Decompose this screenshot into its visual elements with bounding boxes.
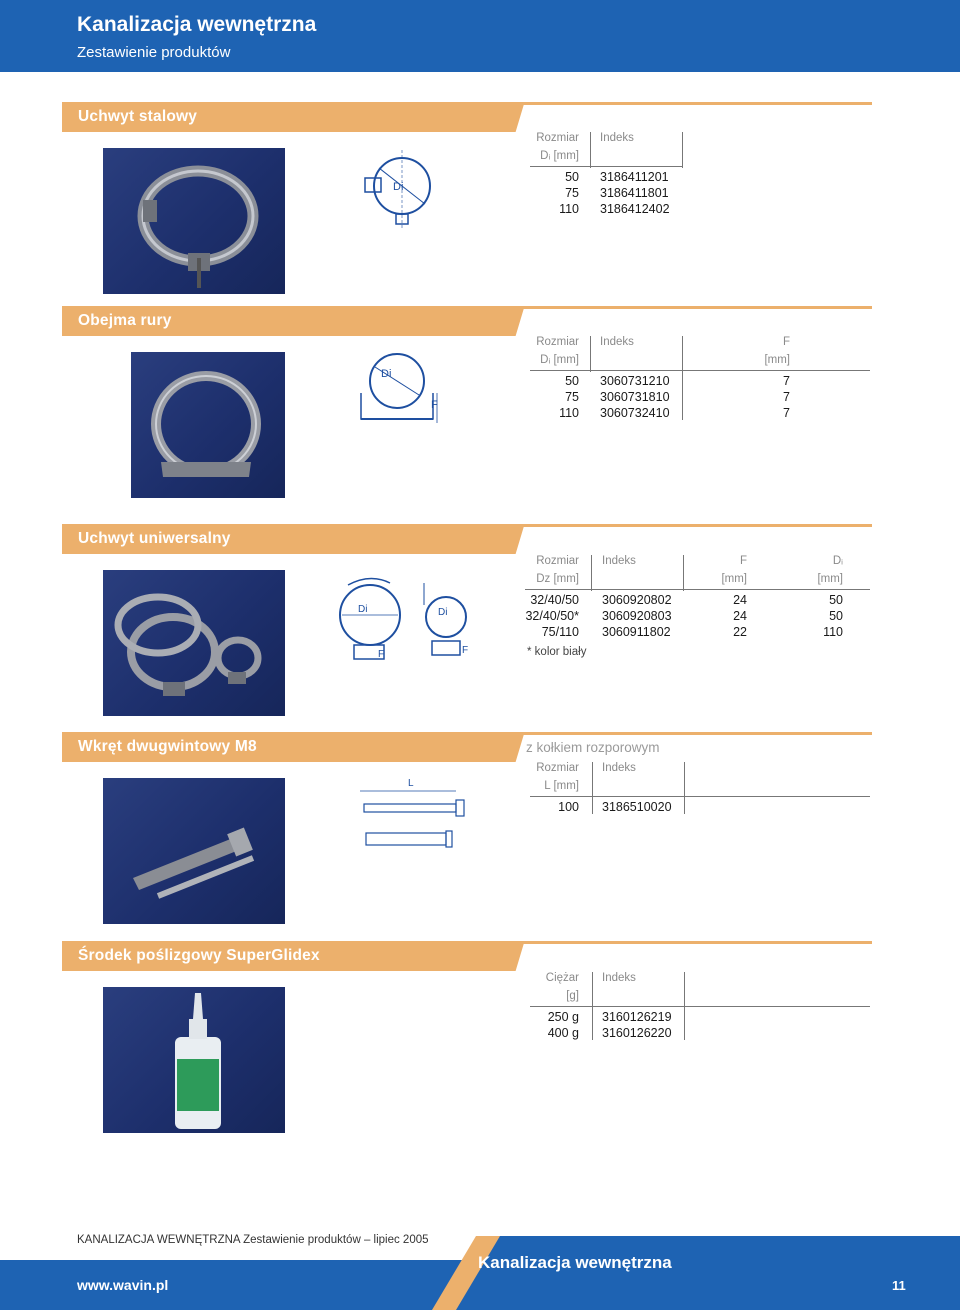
table-cell: 24 [733,609,747,623]
table-cell: 3060911802 [602,625,671,639]
section-band-wkret [62,732,872,762]
diagram-pipe-clamp [355,345,445,427]
footnote: * kolor biały [527,646,587,658]
unit-size: Dz [mm] [536,573,579,585]
column-header-index: Indeks [602,762,636,774]
table-cell: 3186510020 [602,800,672,814]
column-header-size: Rozmiar [536,132,579,144]
table-cell: 110 [559,406,579,420]
product-photo-pipe-clamp [131,352,285,498]
unit-weight: [g] [566,990,579,1002]
table-cell: 3060731810 [600,390,670,404]
column-header-size: Rozmiar [536,762,579,774]
column-header-index: Indeks [600,336,634,348]
section-band-uchwyt-stalowy [62,102,872,132]
table-cell: 3160126220 [602,1026,672,1040]
table-cell: 3060732410 [600,406,670,420]
section-band-obejma-rury [62,306,872,336]
unit-size: Dᵢ [mm] [540,354,579,366]
page-number: 11 [892,1278,906,1293]
table-cell: 100 [558,800,579,814]
page-header [0,0,960,72]
table-cell: 24 [733,593,747,607]
table-cell: 7 [783,390,790,404]
column-header-index: Indeks [600,132,634,144]
table-cell: 50 [565,170,579,184]
column-header-f: F [782,336,790,348]
table-cell: 250 g [547,1010,579,1024]
page-subtitle: Zestawienie produktów [77,44,231,61]
column-header-index: Indeks [602,555,636,567]
di-label: Di [381,368,392,380]
footer-url-link[interactable]: www.wavin.pl [77,1277,169,1293]
table-cell: 50 [565,374,579,388]
section-title: Wkręt dwugwintowy M8 [78,738,257,755]
product-photo-lubricant [103,987,285,1133]
product-photo-steel-bracket [103,148,285,294]
section-title: Uchwyt uniwersalny [78,530,231,547]
table-cell: 3186412402 [600,202,670,216]
table-cell: 3060920802 [602,593,672,607]
section-subtitle: z kołkiem rozporowym [526,740,660,755]
section-title: Środek poślizgowy SuperGlidex [78,947,320,964]
column-header-f: F [739,555,747,567]
table-cell: 3186411201 [600,170,669,184]
f-label: F [462,645,469,656]
column-header-size: Rozmiar [536,555,579,567]
table-cell: 3060731210 [600,374,670,388]
table-cell: 32/40/50* [525,609,579,623]
page-title: Kanalizacja wewnętrzna [77,13,317,36]
diagram-steel-bracket [355,148,445,230]
f-label: F [378,649,385,660]
footer-text: KANALIZACJA WEWNĘTRZNA Zestawienie produktów – lipiec 2005 [77,1234,429,1246]
di-label: Di [438,607,448,618]
table-cell: 22 [733,625,747,639]
l-label: L [408,778,414,789]
footer-band [0,1236,960,1310]
section-title: Obejma rury [78,312,172,329]
diagram-screw [360,775,470,855]
section-band-superglidex [62,941,872,971]
unit-f: [mm] [721,573,747,585]
table-cell: 50 [829,593,843,607]
diagram-universal-bracket [328,575,488,665]
di-label: Di [393,181,404,193]
unit-di: [mm] [817,573,843,585]
table-cell: 75 [565,186,579,200]
table-cell: 32/40/50 [530,593,579,607]
unit-size: Dᵢ [mm] [540,150,579,162]
section-band-uchwyt-uniwersalny [62,524,872,554]
table-cell: 400 g [547,1026,579,1040]
table-cell: 3160126219 [602,1010,672,1024]
product-photo-universal-bracket [103,570,285,716]
unit-f: [mm] [764,354,790,366]
di-label: Di [358,604,368,615]
table-cell: 7 [783,406,790,420]
f-label: F [431,399,438,411]
table-cell: 3186411801 [600,186,669,200]
table-cell: 7 [783,374,790,388]
section-title: Uchwyt stalowy [78,108,198,125]
table-cell: 50 [829,609,843,623]
column-header-index: Indeks [602,972,636,984]
product-photo-screw [103,778,285,924]
table-cell: 110 [823,625,843,639]
table-cell: 75/110 [541,625,579,639]
column-header-size: Rozmiar [536,336,579,348]
footer-title: Kanalizacja wewnętrzna [478,1253,672,1272]
column-header-weight: Ciężar [545,972,579,984]
column-header-di: Dᵢ [832,555,843,567]
table-cell: 75 [565,390,579,404]
table-cell: 110 [559,202,579,216]
table-cell: 3060920803 [602,609,672,623]
unit-size: L [mm] [544,780,579,792]
